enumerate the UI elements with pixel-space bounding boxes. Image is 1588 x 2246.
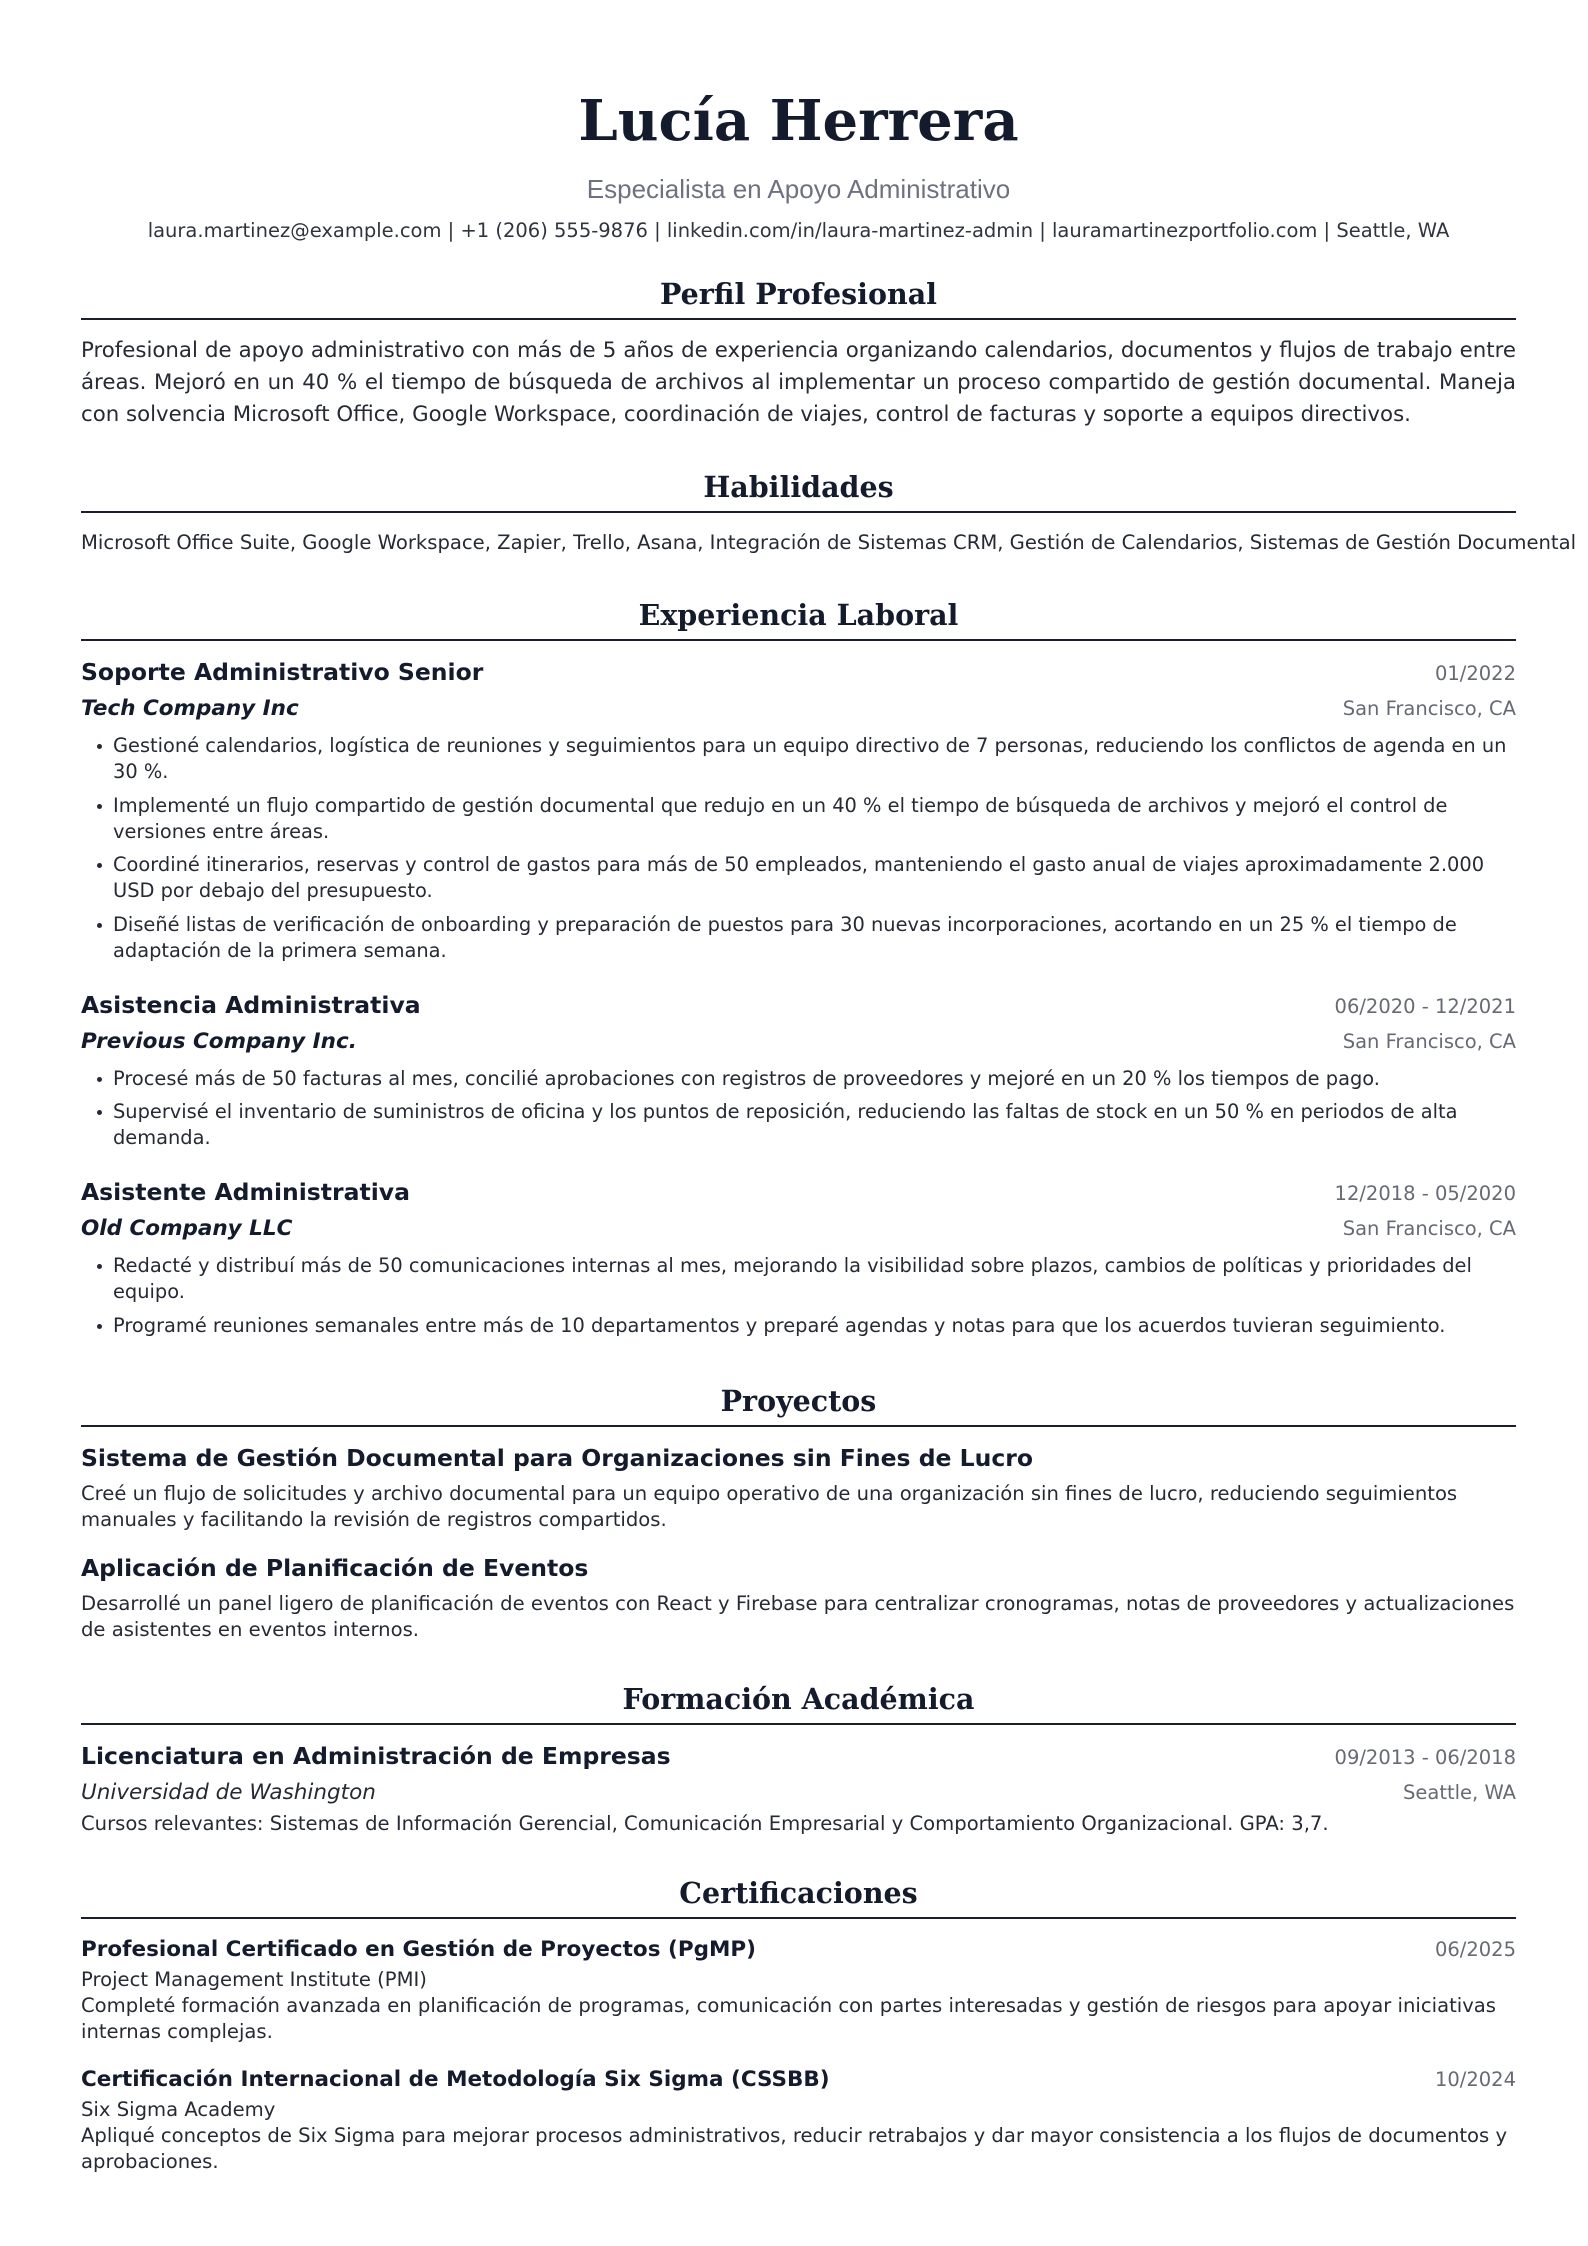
candidate-name: Lucía Herrera (578, 88, 1019, 154)
project-entry (81, 1441, 1516, 1533)
job-bullet: Gestioné calendarios, logística de reuniones y seguimientos para un equipo directivo de 7 personas, reduciendo los conflictos de agenda en un 30 %. (81, 733, 1516, 785)
candidate-title: Especialista en Apoyo Administrativo (586, 174, 1011, 204)
certification-issuer: Project Management Institute (PMI) (81, 1967, 427, 1991)
degree-title: Licenciatura en Administración de Empresas (81, 1741, 671, 1770)
certification-title: Profesional Certificado en Gestión de Proyectos (PgMP) (81, 1936, 756, 1962)
education-institution: Universidad de Washington (81, 1779, 376, 1805)
job-title: Asistente Administrativa (81, 1178, 410, 1206)
job-bullets (81, 733, 1516, 964)
job-title: Asistencia Administrativa (81, 990, 421, 1019)
job-date: 12/2018 - 05/2020 (1334, 1182, 1516, 1205)
job-bullet: Redacté y distribuí más de 50 comunicaciones internas al mes, mejorando la visibilidad sobre plazos, cambios de políticas y prioridades del equipo. (81, 1253, 1516, 1305)
section-title-projects: Proyectos (81, 1381, 1516, 1427)
job-date: 01/2022 (1434, 662, 1516, 685)
job-bullets (81, 1253, 1516, 1339)
certification-description: Completé formación avanzada en planificación de programas, comunicación con partes interesadas y gestión de riesgos para apoyar iniciativas internas complejas. (81, 1993, 1497, 2043)
job-bullets (81, 1066, 1516, 1152)
resume-header (81, 84, 1516, 244)
certification-date: 06/2025 (1434, 1937, 1516, 1961)
projects-section (81, 1381, 1516, 1643)
experience-section (81, 595, 1516, 1339)
job-bullet: Procesé más de 50 facturas al mes, concilié aprobaciones con registros de proveedores y mejoré en un 20 % los tiempos de pago. (81, 1066, 1516, 1092)
certification-entry (81, 1933, 1516, 2045)
job-company: Old Company LLC (81, 1216, 293, 1241)
job-entry (81, 1175, 1516, 1339)
job-location: San Francisco, CA (1342, 697, 1516, 720)
job-company: Previous Company Inc. (81, 1028, 357, 1054)
certifications-section (81, 1873, 1516, 2175)
job-entry (81, 988, 1516, 1152)
section-title-certifications: Certificaciones (81, 1873, 1516, 1919)
skills-section (81, 467, 1577, 557)
section-title-skills: Habilidades (81, 467, 1516, 513)
section-title-profile: Perfil Profesional (81, 274, 1516, 320)
job-title: Soporte Administrativo Senior (81, 658, 484, 686)
project-entry (81, 1551, 1516, 1643)
job-entry (81, 655, 1516, 964)
education-section (81, 1679, 1516, 1837)
section-title-experience: Experiencia Laboral (81, 595, 1516, 641)
profile-section (81, 274, 1516, 431)
certification-issuer: Six Sigma Academy (81, 2097, 276, 2121)
project-title: Aplicación de Planificación de Eventos (81, 1553, 589, 1582)
job-bullet: Diseñé listas de verificación de onboarding y preparación de puestos para 30 nuevas incorporaciones, acortando en un 25 % el tiempo de adaptación de la primera semana. (81, 912, 1516, 964)
skills-list: Microsoft Office Suite, Google Workspace, Zapier, Trello, Asana, Integración de Sistemas CRM, Gestión de Calendarios, Sistemas de Gestión Documental (81, 531, 1577, 554)
project-description: Desarrollé un panel ligero de planificación de eventos con React y Firebase para centralizar cronogramas, notas de proveedores y actualizaciones de asistentes en eventos internos. (81, 1591, 1515, 1641)
job-location: San Francisco, CA (1342, 1217, 1516, 1240)
section-title-education: Formación Académica (81, 1679, 1516, 1725)
education-date: 09/2013 - 06/2018 (1334, 1745, 1516, 1769)
resume-page (81, 0, 1577, 2175)
contact-line: laura.martinez@example.com | +1 (206) 555-9876 | linkedin.com/in/laura-martinez-admin | lauramartinezportfolio.com | Seattle, WA (147, 219, 1450, 242)
certification-description: Apliqué conceptos de Six Sigma para mejorar procesos administrativos, reducir retrabajos y dar mayor consistencia a los flujos de documentos y aprobaciones. (81, 2123, 1508, 2173)
project-description: Creé un flujo de solicitudes y archivo documental para un equipo operativo de una organización sin fines de lucro, reduciendo seguimientos manuales y facilitando la revisión de registros compartidos. (81, 1481, 1458, 1531)
project-title: Sistema de Gestión Documental para Organizaciones sin Fines de Lucro (81, 1443, 1034, 1472)
job-bullet: Supervisé el inventario de suministros de oficina y los puntos de reposición, reduciendo las faltas de stock en un 50 % en periodos de alta demanda. (81, 1099, 1516, 1151)
certification-date: 10/2024 (1434, 2067, 1516, 2091)
job-bullet: Coordiné itinerarios, reservas y control de gastos para más de 50 empleados, manteniendo el gasto anual de viajes aproximadamente 2.000 USD por debajo del presupuesto. (81, 852, 1516, 904)
education-details: Cursos relevantes: Sistemas de Información Gerencial, Comunicación Empresarial y Comportamiento Organizacional. GPA: 3,7. (81, 1811, 1329, 1835)
job-bullet: Implementé un flujo compartido de gestión documental que redujo en un 40 % el tiempo de búsqueda de archivos y mejoró el control de versiones entre áreas. (81, 793, 1516, 845)
job-company: Tech Company Inc (81, 696, 299, 721)
profile-text: Profesional de apoyo administrativo con más de 5 años de experiencia organizando calendarios, documentos y flujos de trabajo entre áreas. Mejoró en un 40 % el tiempo de búsqueda de archivos al implementar un proceso compartido de gestión documental. Maneja con solvencia Microsoft Office, Google Workspace, coordinación de viajes, control de facturas y soporte a equipos directivos. (81, 338, 1516, 427)
certification-title: Certificación Internacional de Metodología Six Sigma (CSSBB) (81, 2066, 830, 2092)
education-location: Seattle, WA (1403, 1780, 1516, 1804)
job-location: San Francisco, CA (1342, 1029, 1516, 1053)
job-date: 06/2020 - 12/2021 (1334, 994, 1516, 1018)
job-bullet: Programé reuniones semanales entre más de 10 departamentos y preparé agendas y notas para que los acuerdos tuvieran seguimiento. (81, 1313, 1516, 1339)
certification-entry (81, 2063, 1516, 2175)
